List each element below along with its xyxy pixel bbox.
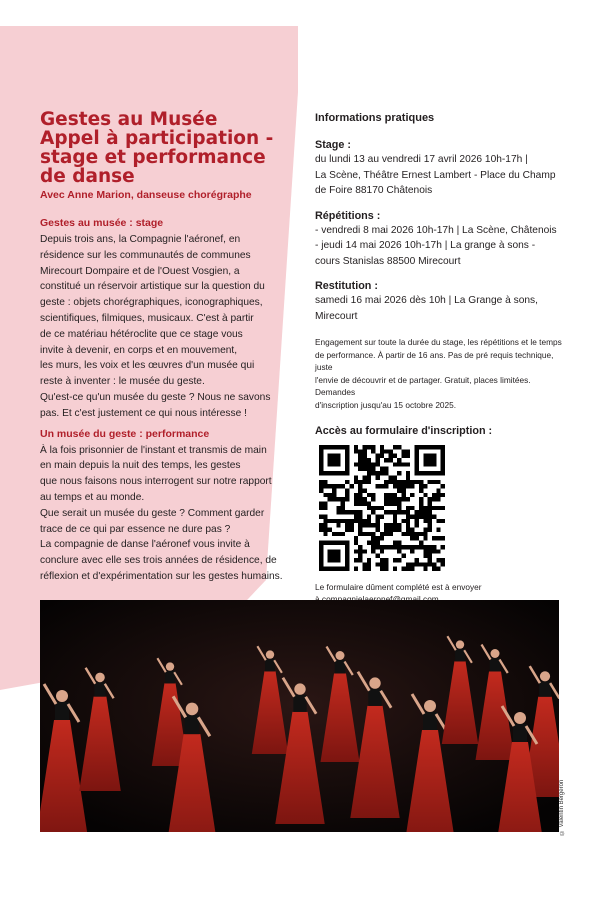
title-line: de danse xyxy=(40,166,135,187)
stage-details xyxy=(315,152,565,199)
restitution-details xyxy=(315,293,565,324)
left-column xyxy=(40,110,302,585)
title-line: Appel à participation - xyxy=(40,128,274,149)
body-line: invite à devenir, en corps et en mouvement, xyxy=(40,344,238,356)
restitution-label: Restitution : xyxy=(315,280,378,292)
body-line: trace de ce qui par essence ne dure pas ? xyxy=(40,523,231,535)
form-access-heading: Accès au formulaire d'inscription : xyxy=(315,425,493,437)
stage-label: Stage : xyxy=(315,139,351,151)
body-line: résidence sur les communautés de communes xyxy=(40,249,251,261)
detail-line: La Scène, Théâtre Ernest Lambert - Place du Champ xyxy=(315,169,556,181)
dance-performance-photo xyxy=(40,600,559,832)
body-line: Mirecourt Dompaire et de l'Ouest Vosgien, a xyxy=(40,265,240,277)
body-line: scientifiques, filmiques, musicaux. C'est à partir xyxy=(40,312,254,324)
body-line: pas. Et c'est justement ce qui nous intéresse ! xyxy=(40,407,247,419)
body-line: Depuis trois ans, la Compagnie l'aéronef, en xyxy=(40,234,241,245)
detail-line: Mirecourt xyxy=(315,310,358,322)
qr-code[interactable] xyxy=(319,445,445,571)
body-line: que nous faisons nous interrogent sur notre rapport xyxy=(40,476,272,488)
body-line: La compagnie de danse l'aéronef vous invite à xyxy=(40,539,250,551)
note-line: l'envie de découvrir et de partager. Gratuit, places limitées. Demandes xyxy=(315,374,531,397)
page-subtitle: Avec Anne Marion, danseuse chorégraphe xyxy=(40,189,252,201)
engagement-note xyxy=(315,336,565,411)
repetitions-label: Répétitions : xyxy=(315,209,381,222)
body-line: de ce matériau hétéroclite que ce stage vous xyxy=(40,328,243,340)
detail-line: du lundi 13 au vendredi 17 avril 2026 10h-17h | xyxy=(315,154,528,165)
note-line: de performance. À partir de 16 ans. Pas de pré requis technique, juste xyxy=(315,349,554,372)
body-line: Qu'est-ce qu'un musée du geste ? Nous ne savons xyxy=(40,391,271,403)
body-line: geste : objets chorégraphiques, iconographiques, xyxy=(40,297,263,309)
detail-line: cours Stanislas 88500 Mirecourt xyxy=(315,255,461,267)
section-body-performance xyxy=(40,443,302,585)
title-line: stage et performance xyxy=(40,147,266,168)
right-column xyxy=(315,112,565,618)
detail-line: de Foire 88170 Châtenois xyxy=(315,185,433,196)
note-line: Engagement sur toute la durée du stage, les répétitions et le temps xyxy=(315,337,562,347)
body-line: réflexion et d'expérimentation sur les gestes humains. xyxy=(40,570,283,582)
dancers-illustration xyxy=(40,600,559,832)
body-line: À la fois prisonnier de l'instant et transmis de main xyxy=(40,444,267,456)
body-line: au temps et au monde. xyxy=(40,491,145,503)
body-line: conclure avec elle ses trois années de résidence, de xyxy=(40,555,277,567)
body-line: reste à inventer : le musée du geste. xyxy=(40,376,205,388)
detail-line: samedi 16 mai 2026 dès 10h | La Grange à sons, xyxy=(315,295,538,306)
info-heading: Informations pratiques xyxy=(315,112,435,124)
section-heading-performance: Un musée du geste : performance xyxy=(40,427,210,440)
section-body-stage xyxy=(40,232,302,422)
repetitions-details xyxy=(315,223,565,270)
page-title xyxy=(40,110,302,186)
footer-line: Le formulaire dûment complété est à envoyer xyxy=(315,582,482,592)
detail-line: - vendredi 8 mai 2026 10h-17h | La Scène, Châtenois xyxy=(315,224,557,236)
body-line: Que serait un musée du geste ? Comment garder xyxy=(40,507,265,519)
body-line: en main depuis la nuit des temps, les gestes xyxy=(40,460,241,472)
body-line: constitué un réservoir artistique sur la question du xyxy=(40,281,265,293)
title-line: Gestes au Musée xyxy=(40,109,218,130)
note-line: d'inscription jusqu'au 15 octobre 2025. xyxy=(315,399,457,410)
body-line: les murs, les voix et les œuvres d'un musée qui xyxy=(40,360,255,372)
detail-line: - jeudi 14 mai 2026 10h-17h | La grange à sons - xyxy=(315,240,536,251)
photo-credit: © Valentin Bergeron xyxy=(559,779,565,835)
section-heading-stage: Gestes au musée : stage xyxy=(40,217,164,229)
